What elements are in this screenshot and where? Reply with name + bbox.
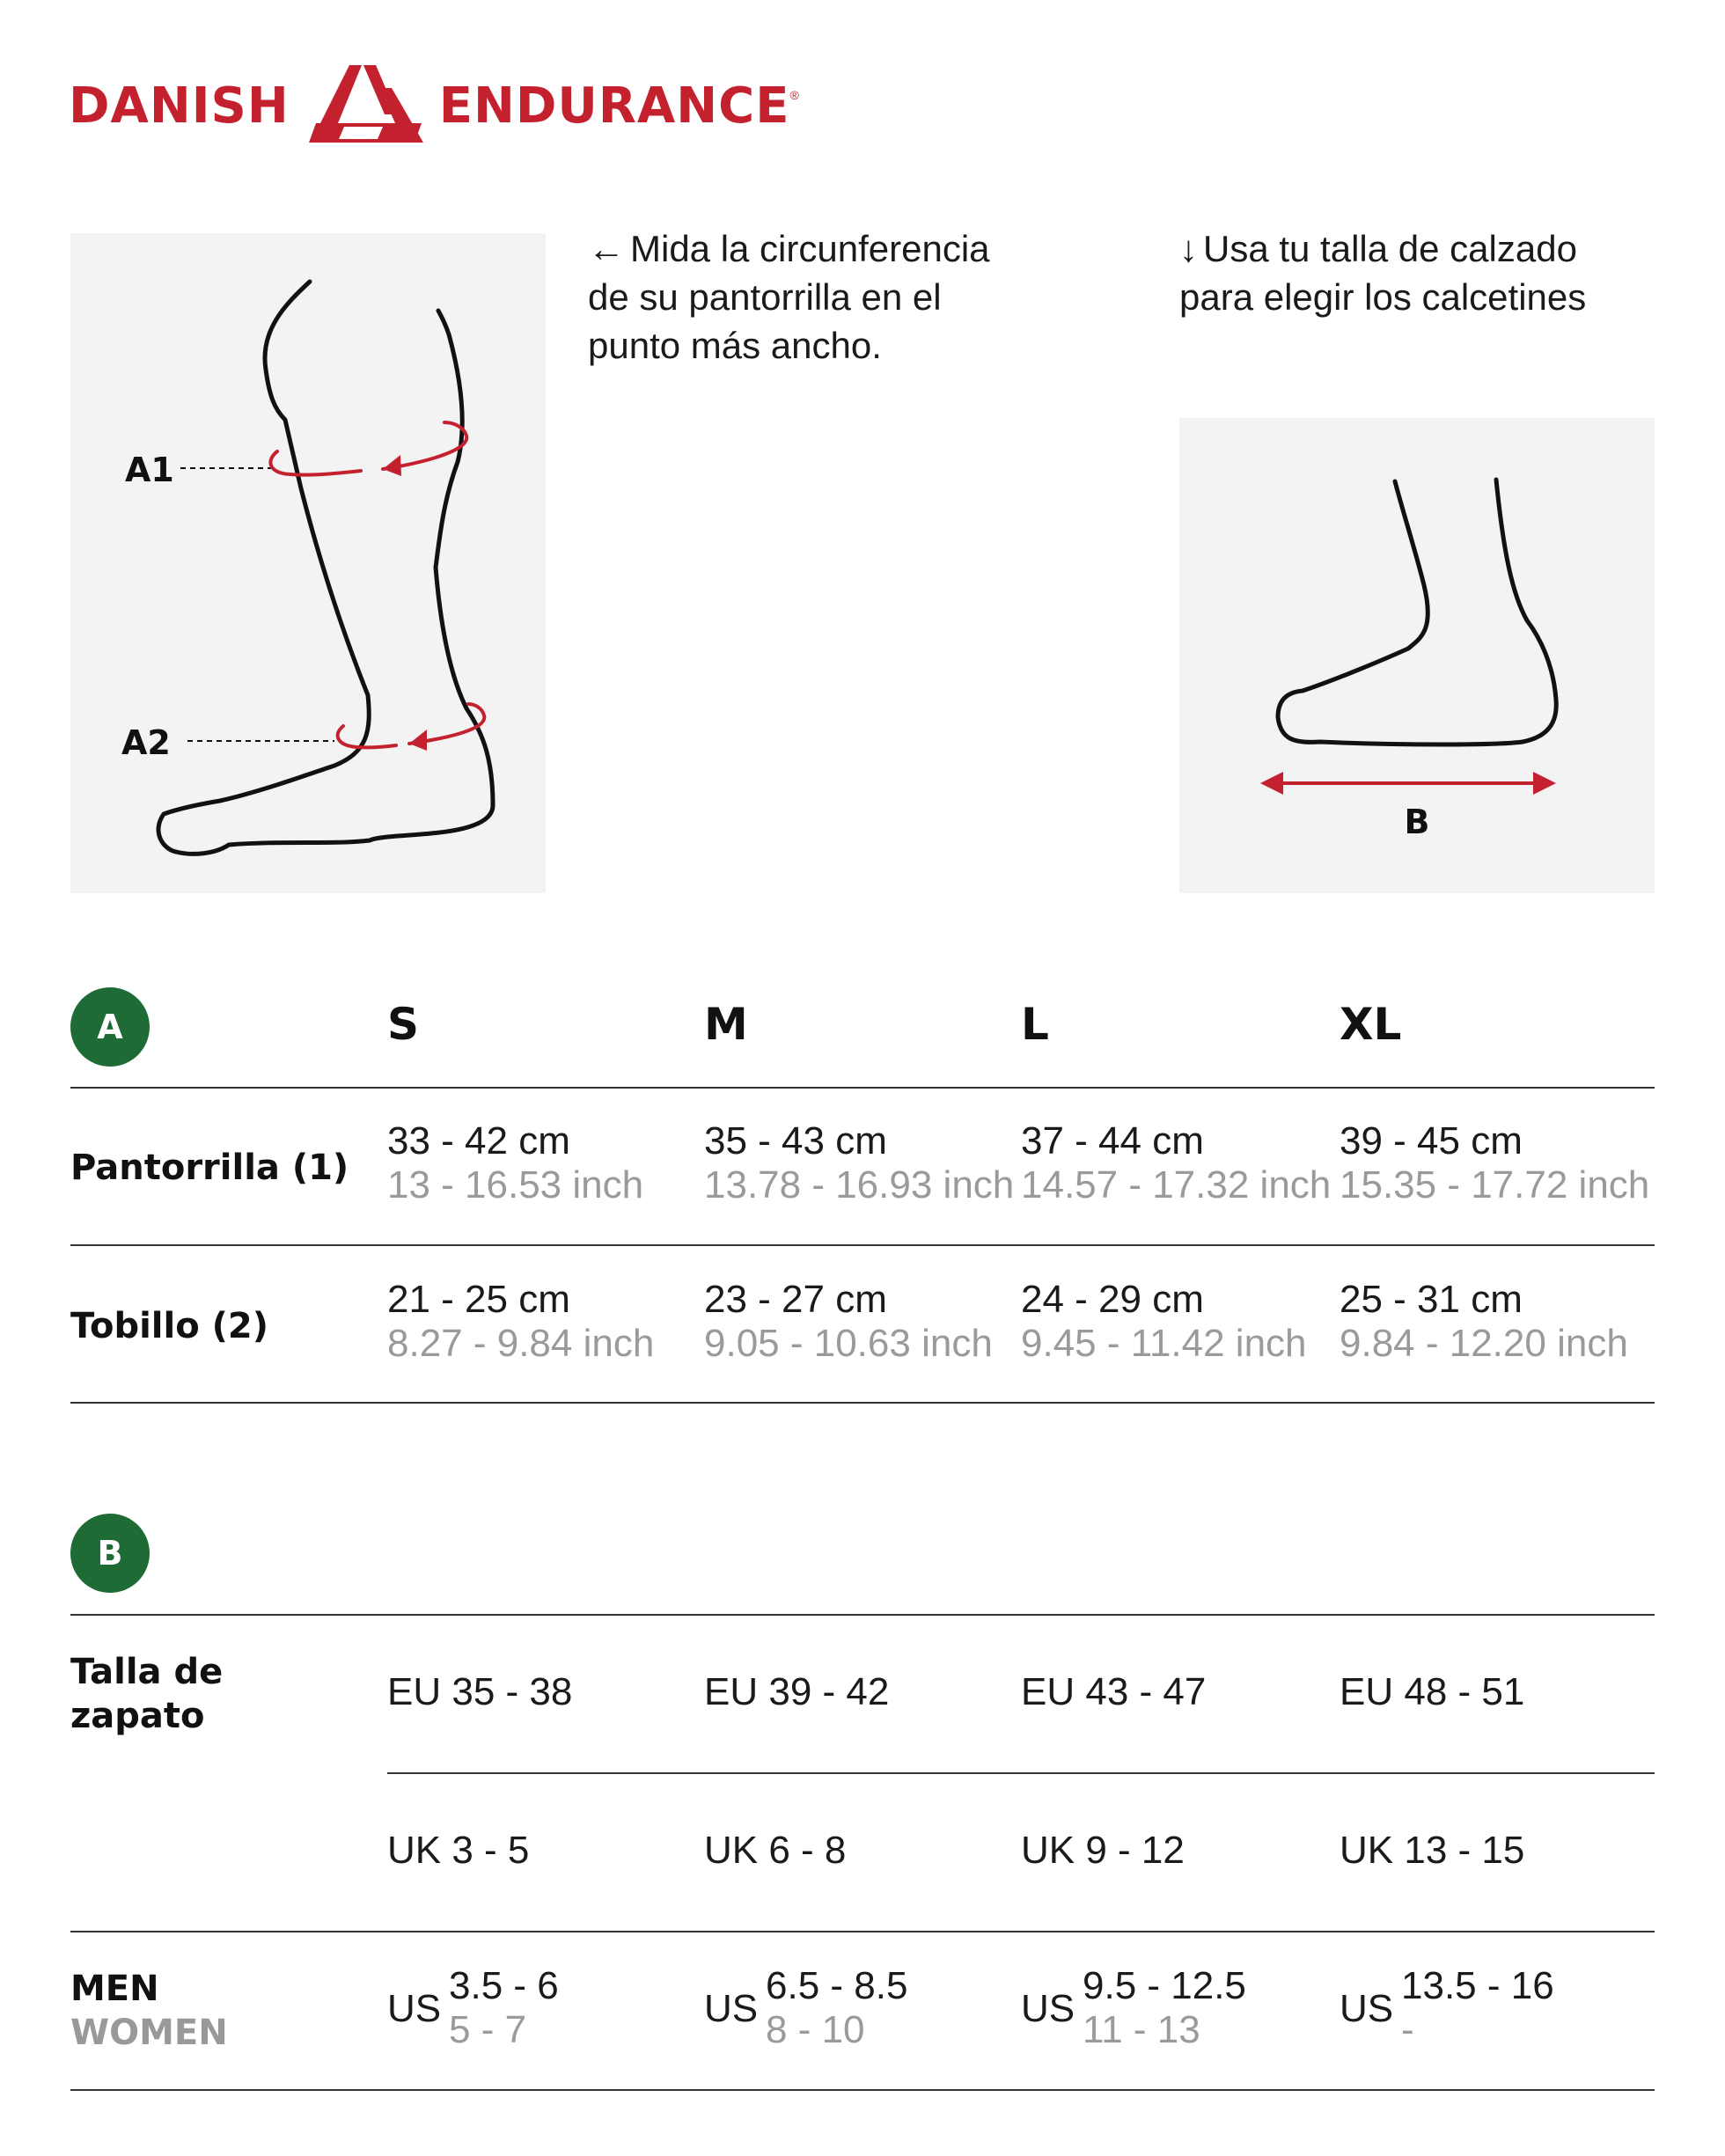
ankle-cm-l: 24 - 29 cm xyxy=(1021,1278,1204,1321)
label-a2: A2 xyxy=(121,723,171,762)
us-men-s: 3.5 - 6 xyxy=(449,1964,559,2007)
mountain-logo-icon xyxy=(298,62,430,150)
calf-instruction: ← Mida la circunferencia de su pantorrilla en el punto más ancho. xyxy=(588,228,990,366)
us-men-l: 9.5 - 12.5 xyxy=(1083,1964,1246,2007)
divider xyxy=(70,1614,1655,1616)
brand-word-left: DANISH xyxy=(69,77,290,135)
calf-cm-l: 37 - 44 cm xyxy=(1021,1119,1204,1162)
registered-mark: ® xyxy=(789,88,799,102)
calf-inch-m: 13.78 - 16.93 inch xyxy=(704,1163,1015,1206)
divider xyxy=(387,1772,1655,1774)
us-prefix-xl: US xyxy=(1340,1987,1394,2030)
label-b: B xyxy=(1404,803,1430,841)
us-women-xl: - xyxy=(1401,2008,1414,2051)
foot-measure-icon xyxy=(1179,418,1655,893)
calf-inch-xl: 15.35 - 17.72 inch xyxy=(1340,1163,1650,1206)
divider xyxy=(70,1931,1655,1932)
us-men-m: 6.5 - 8.5 xyxy=(766,1964,908,2007)
shoe-instruction: ↓ Usa tu talla de calzado para elegir los calcetines xyxy=(1179,228,1587,318)
row-label-shoe-size: Talla de zapato xyxy=(70,1652,224,1736)
divider xyxy=(70,2089,1655,2091)
brand-word-right: ENDURANCE xyxy=(438,77,790,135)
us-women-m: 8 - 10 xyxy=(766,2008,865,2051)
ankle-inch-l: 9.45 - 11.42 inch xyxy=(1021,1322,1307,1365)
leg-measure-icon xyxy=(70,233,546,893)
us-women-l: 11 - 13 xyxy=(1083,2008,1200,2051)
eu-size-m: EU 39 - 42 xyxy=(704,1670,890,1713)
size-header-s: S xyxy=(387,999,420,1050)
calf-inch-l: 14.57 - 17.32 inch xyxy=(1021,1163,1332,1206)
section-a-badge: A xyxy=(70,987,150,1067)
row-label-ankle: Tobillo (2) xyxy=(70,1306,269,1346)
ankle-cm-m: 23 - 27 cm xyxy=(704,1278,887,1321)
calf-cm-s: 33 - 42 cm xyxy=(387,1119,570,1162)
eu-size-l: EU 43 - 47 xyxy=(1021,1670,1207,1713)
uk-size-l: UK 9 - 12 xyxy=(1021,1829,1185,1872)
label-a1: A1 xyxy=(125,451,174,489)
row-label-calf: Pantorrilla (1) xyxy=(70,1148,349,1188)
brand-logo xyxy=(69,62,799,150)
divider xyxy=(70,1402,1655,1404)
eu-size-xl: EU 48 - 51 xyxy=(1340,1670,1525,1713)
divider xyxy=(70,1087,1655,1089)
us-prefix-s: US xyxy=(387,1987,442,2030)
foot-illustration xyxy=(1179,418,1655,893)
us-women-s: 5 - 7 xyxy=(449,2008,527,2051)
us-men-xl: 13.5 - 16 xyxy=(1401,1964,1554,2007)
leg-illustration xyxy=(70,233,546,893)
calf-cm-xl: 39 - 45 cm xyxy=(1340,1119,1523,1162)
calf-inch-s: 13 - 16.53 inch xyxy=(387,1163,644,1206)
us-prefix-m: US xyxy=(704,1987,759,2030)
uk-size-m: UK 6 - 8 xyxy=(704,1829,847,1872)
us-prefix-l: US xyxy=(1021,1987,1075,2030)
row-label-men: MEN xyxy=(70,1969,159,2009)
ankle-inch-s: 8.27 - 9.84 inch xyxy=(387,1322,655,1365)
uk-size-xl: UK 13 - 15 xyxy=(1340,1829,1525,1872)
ankle-inch-m: 9.05 - 10.63 inch xyxy=(704,1322,993,1365)
size-header-m: M xyxy=(704,999,748,1050)
eu-size-s: EU 35 - 38 xyxy=(387,1670,573,1713)
size-header-xl: XL xyxy=(1340,999,1402,1050)
row-label-women: WOMEN xyxy=(70,2013,228,2053)
size-header-l: L xyxy=(1021,999,1049,1050)
divider xyxy=(70,1244,1655,1246)
ankle-cm-s: 21 - 25 cm xyxy=(387,1278,570,1321)
calf-cm-m: 35 - 43 cm xyxy=(704,1119,887,1162)
ankle-inch-xl: 9.84 - 12.20 inch xyxy=(1340,1322,1628,1365)
ankle-cm-xl: 25 - 31 cm xyxy=(1340,1278,1523,1321)
down-arrow-icon: ↓ xyxy=(1179,228,1198,269)
left-arrow-icon: ← xyxy=(588,228,625,269)
section-b-badge: B xyxy=(70,1514,150,1593)
uk-size-s: UK 3 - 5 xyxy=(387,1829,530,1872)
